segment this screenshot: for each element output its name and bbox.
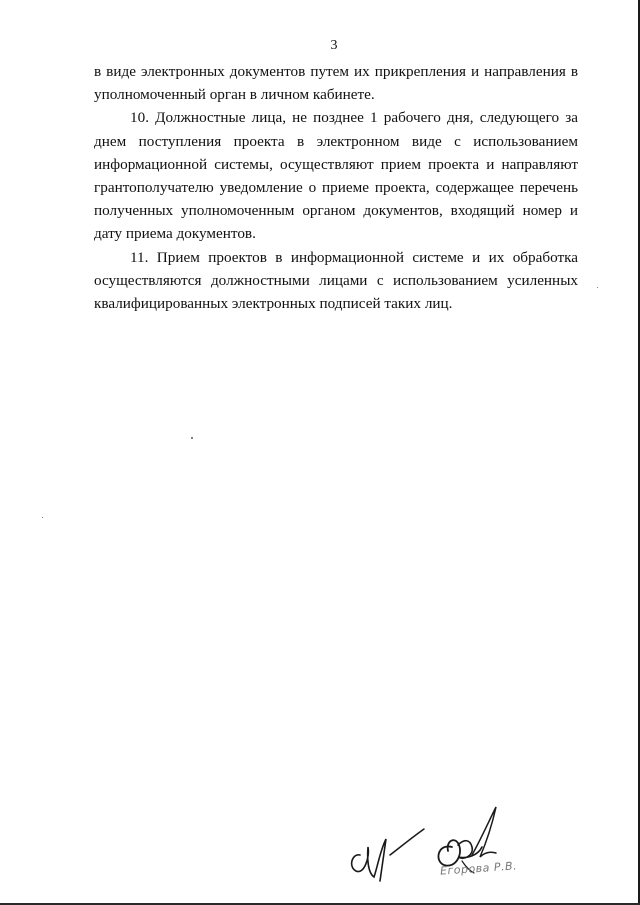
signature-stroke [472,807,496,857]
paragraph-10: 10. Должностные лица, не позднее 1 рабочего дня, следующего за днем поступления проекта в электронном виде с использованием информационной системы, осуществляют прием проекта и направляют грантополучателю уведомление о приеме проекта, содержащее перечень полученных уполномоченным органом документов, входящий номер и дату приема документов. [94,109,578,243]
signature-stroke [438,840,460,865]
handwritten-signatures [340,795,560,895]
document-body [94,60,578,315]
paragraph-11: 11. Прием проектов в информационной системе и их обработка осуществляются должностными лицами с использованием усиленных квалифицированных электронных подписей таких лиц. [94,248,578,313]
signature-stroke [352,839,386,881]
signature-stroke [390,829,424,855]
scan-speck [597,287,598,288]
signature-drawing [340,795,560,895]
paragraph-continuation: в виде электронных документов путем их прикрепления и направления в уполномоченный орган в личном кабинете. [94,63,578,104]
scan-speck [42,517,43,518]
handwritten-name: Егорова Р.В. [439,859,518,878]
scan-speck [191,437,193,439]
page-number: 3 [330,38,338,53]
